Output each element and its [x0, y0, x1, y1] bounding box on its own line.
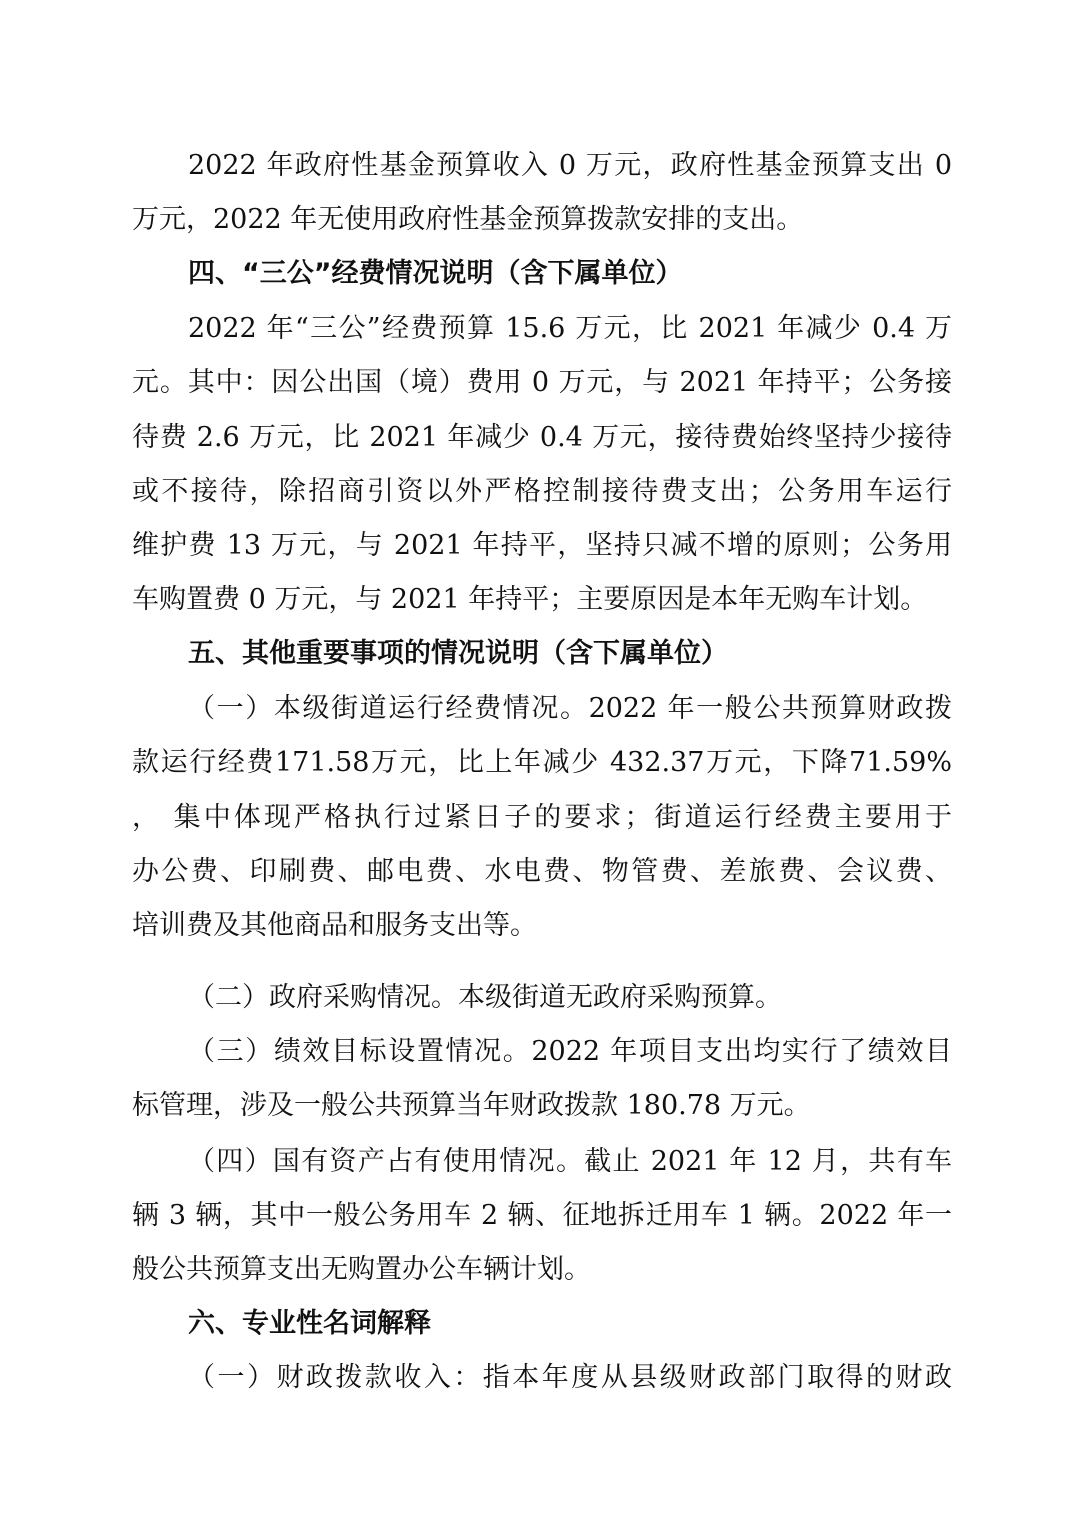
paragraph-line: 般公共预算支出无购置办公车辆计划。	[132, 1254, 591, 1285]
paragraph-line: 维护费 13 万元，与 2021 年持平，坚持只减不增的原则；公务用	[132, 530, 952, 561]
paragraph-line: 元。其中：因公出国（境）费用 0 万元，与 2021 年持平；公务接	[132, 367, 952, 398]
paragraph-line: 培训费及其他商品和服务支出等。	[132, 910, 537, 941]
section-heading-6: 六、专业性名词解释	[188, 1308, 431, 1339]
paragraph-line: 车购置费 0 万元，与 2021 年持平；主要原因是本年无购车计划。	[132, 584, 928, 615]
paragraph-line: （四）国有资产占有使用情况。截止 2021 年 12 月，共有车	[188, 1146, 952, 1177]
section-heading-4: 四、“三公”经费情况说明（含下属单位）	[188, 258, 683, 289]
paragraph-line: 2022 年“三公”经费预算 15.6 万元，比 2021 年减少 0.4 万	[188, 313, 952, 344]
paragraph-line: （三）绩效目标设置情况。2022 年项目支出均实行了绩效目	[188, 1036, 952, 1067]
paragraph-line: 办公费、印刷费、邮电费、水电费、物管费、差旅费、会议费、	[132, 856, 952, 887]
paragraph-line: （一）本级街道运行经费情况。2022 年一般公共预算财政拨	[188, 693, 952, 724]
paragraph-line: 或不接待，除招商引资以外严格控制接待费支出；公务用车运行	[132, 476, 952, 507]
paragraph-line: 辆 3 辆，其中一般公务用车 2 辆、征地拆迁用车 1 辆。2022 年一	[132, 1200, 952, 1231]
paragraph-line: 2022 年政府性基金预算收入 0 万元，政府性基金预算支出 0	[188, 150, 952, 181]
paragraph-line: 标管理，涉及一般公共预算当年财政拨款 180.78 万元。	[132, 1090, 811, 1121]
paragraph-line: 款运行经费171.58万元，比上年减少 432.37万元，下降71.59%	[132, 747, 952, 778]
paragraph-line: 万元，2022 年无使用政府性基金预算拨款安排的支出。	[132, 204, 804, 235]
paragraph-line: （二）政府采购情况。本级街道无政府采购预算。	[188, 982, 782, 1013]
paragraph-line: （一）财政拨款收入：指本年度从县级财政部门取得的财政	[188, 1362, 952, 1393]
paragraph-line: ， 集中体现严格执行过紧日子的要求；街道运行经费主要用于	[132, 802, 952, 833]
paragraph-line: 待费 2.6 万元，比 2021 年减少 0.4 万元，接待费始终坚持少接待	[132, 422, 952, 453]
section-heading-5: 五、其他重要事项的情况说明（含下属单位）	[188, 638, 728, 669]
